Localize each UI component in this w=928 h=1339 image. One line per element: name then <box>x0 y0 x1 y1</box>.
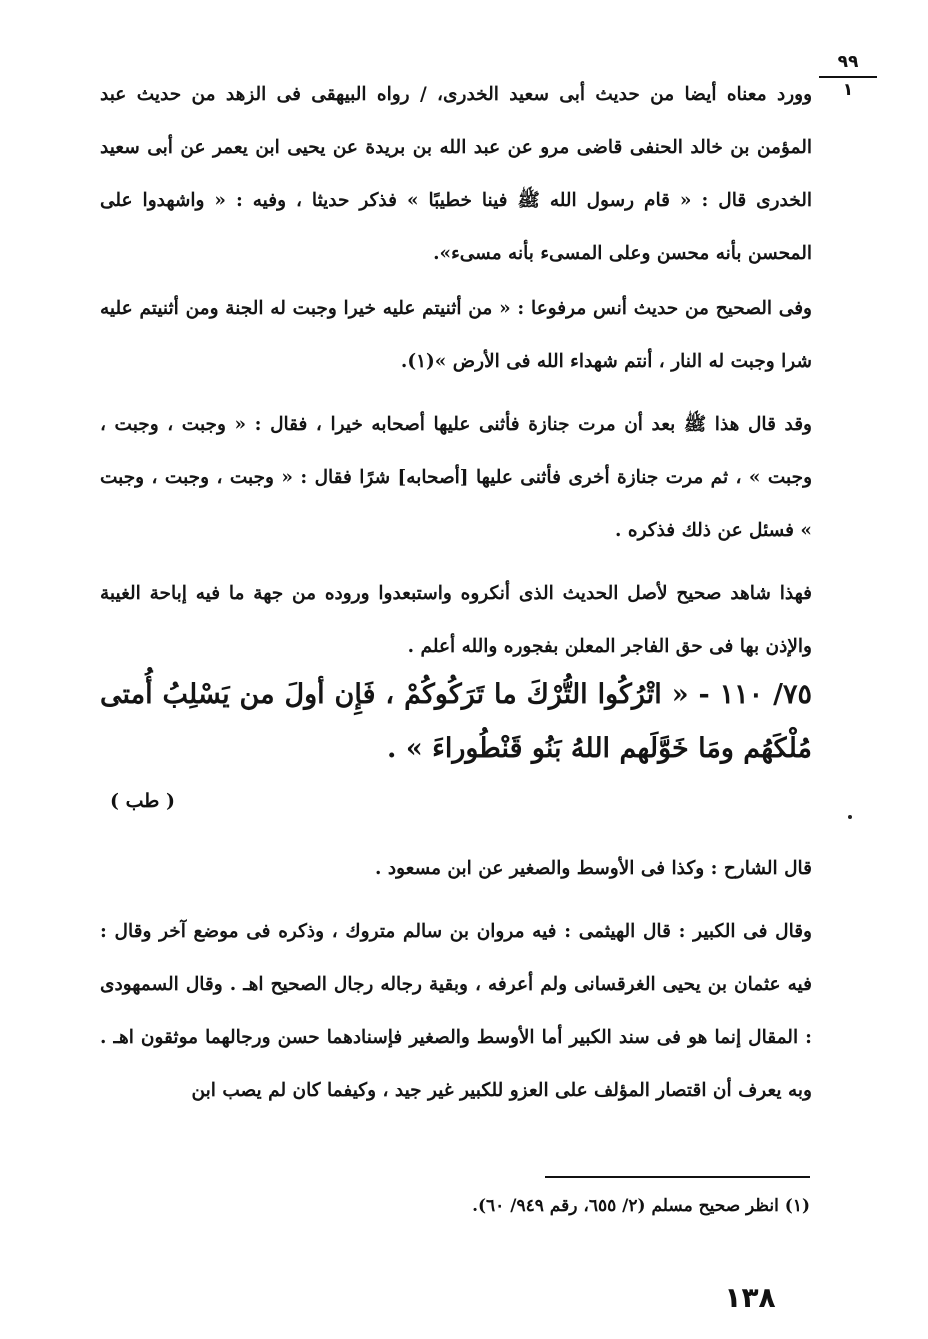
margin-dot <box>848 815 852 819</box>
margin-reference-rule <box>819 76 877 78</box>
hadith-text-content: ٧٥/ ١١٠ - « اتْرُكُوا التُّرْكَ ما تَرَكُوكُمْ ، فَإِن أولَ من يَسْلِبُ أُمتى مُلْكَهُم ومَا خَوَّلَهم اللهُ بَنُو قَنْطُوراءَ » . <box>100 679 812 764</box>
paragraph-1 <box>100 68 812 280</box>
margin-reference <box>818 52 878 100</box>
margin-reference-bottom: ١ <box>842 80 854 100</box>
paragraph-6-text: وقال فى الكبير : قال الهيثمى : فيه مروان بن سالم متروك ، وذكره فى موضع آخر وقال : فيه عثمان بن يحيى الغرقسانى ولم أعرفه ، وبقية رجاله رجال الصحيح اهـ . وقال السمهودى : المقال إنما هو فى سند الكبير أما الأوسط والصغير فإسنادهما حسن ورجالهما موثقون اهـ . وبه يعرف أن اقتصار المؤلف على العزو للكبير غير جيد ، وكيفما كان لم يصب ابن <box>100 921 812 1101</box>
footnote-divider <box>545 1176 810 1178</box>
margin-reference-top: ٩٩ <box>837 52 859 72</box>
paragraph-4 <box>100 567 812 673</box>
paragraph-3 <box>100 398 812 557</box>
paragraph-5 <box>100 842 812 895</box>
hadith-source-tag: ( طب ) <box>110 790 175 812</box>
paragraph-3-text: وقد قال هذا ﷺ بعد أن مرت جنازة فأثنى عليها أصحابه خيرا ، فقال : « وجبت ، وجبت ، وجبت » ، ثم مرت جنازة أخرى فأثنى عليها [أصحابه] شرًا فقال : « وجبت ، وجبت ، وجبت » فسئل عن ذلك فذكره . <box>100 414 812 541</box>
page-number: ١٣٨ <box>724 1281 776 1314</box>
paragraph-1-text: وورد معناه أيضا من حديث أبى سعيد الخدرى، / رواه البيهقى فى الزهد من حديث عبد المؤمن بن خالد الحنفى قاضى مرو عن عبد الله بن بريدة عن يحيى ابن يعمر عن أبى سعيد الخدرى قال : « قام رسول الله ﷺ فينا خطيبًا » فذكر حديثا ، وفيه : « واشهدوا على المحسن بأنه محسن وعلى المسىء بأنه مسىء». <box>100 84 812 264</box>
paragraph-5-text: قال الشارح : وكذا فى الأوسط والصغير عن ابن مسعود . <box>374 858 812 879</box>
paragraph-2 <box>100 282 812 388</box>
paragraph-2-text: وفى الصحيح من حديث أنس مرفوعا : « من أثنيتم عليه خيرا وجبت له الجنة ومن أثنيتم عليه شرا وجبت له النار ، أنتم شهداء الله فى الأرض »(١). <box>100 298 812 372</box>
hadith-text <box>100 668 812 776</box>
paragraph-4-text: فهذا شاهد صحيح لأصل الحديث الذى أنكروه واستبعدوا وروده من جهة ما فيه إباحة الغيبة والإذن بها فى حق الفاجر المعلن بفجوره والله أعلم . <box>100 583 812 657</box>
footnote: (١) انظر صحيح مسلم (٢/ ٦٥٥، رقم ٩٤٩/ ٦٠). <box>472 1196 810 1216</box>
paragraph-6 <box>100 905 812 1117</box>
